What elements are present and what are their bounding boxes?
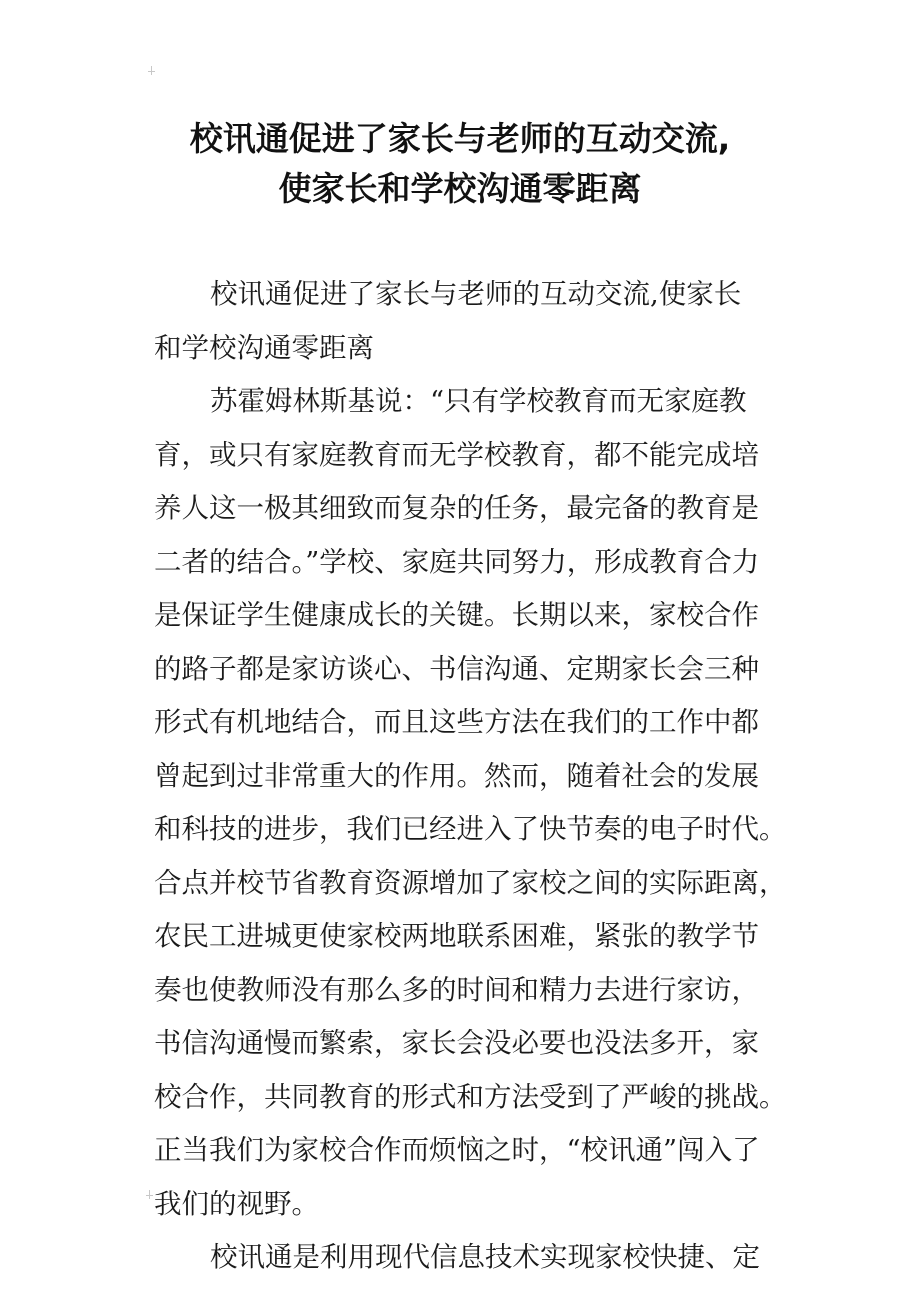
text-line: 奏也使教师没有那么多的时间和精力去进行家访， [154,973,759,1006]
text-line: 校合作，共同教育的形式和方法受到了严峻的挑战。 [154,1080,787,1113]
text-line: 正当我们为家校合作而烦恼之时，“校讯通”闯入了 [154,1134,760,1166]
crop-mark-icon [146,1190,154,1200]
text-line: 我们的视野。 [154,1187,319,1220]
text-line: 是保证学生健康成长的关键。长期以来，家校合作 [154,599,759,631]
paragraph-intro [154,1231,774,1285]
text-line: 和科技的进步，我们已经进入了快节奏的电子时代。 [154,813,787,845]
text-line: 和学校沟通零距离 [154,331,374,364]
text-line: 育，或只有家庭教育而无学校教育，都不能完成培 [154,438,759,471]
crop-mark-icon [148,66,156,76]
page-title [100,114,820,214]
text-line: 形式有机地结合，而且这些方法在我们的工作中都 [154,706,759,738]
text-line: 合点并校节省教育资源增加了家校之间的实际距离， [154,866,787,899]
paragraph-heading-repeat [154,268,774,375]
text-line: 的路子都是家访谈心、书信沟通、定期家长会三种 [154,652,759,685]
text-line: 养人这一极其细致而复杂的任务，最完备的教育是 [154,492,759,524]
text-line: 校讯通促进了家长与老师的互动交流,使家长 [210,278,742,310]
text-line: 二者的结合。”学校、家庭共同努力，形成教育合力 [154,545,760,578]
text-line: 农民工进城更使家校两地联系困难，紧张的教学节 [154,920,759,952]
document-body [154,268,787,1285]
title-line: 校讯通促进了家长与老师的互动交流, [189,119,731,158]
text-line: 校讯通是利用现代信息技术实现家校快捷、定 [210,1241,760,1273]
text-line: 书信沟通慢而繁索，家长会没必要也没法多开，家 [154,1027,759,1059]
text-line: 曾起到过非常重大的作用。然而，随着社会的发展 [154,759,759,792]
paragraph-quote [154,375,787,1231]
title-line: 使家长和学校沟通零距离 [278,169,642,208]
text-line: 苏霍姆林斯基说：“只有学校教育而无家庭教 [210,385,747,417]
